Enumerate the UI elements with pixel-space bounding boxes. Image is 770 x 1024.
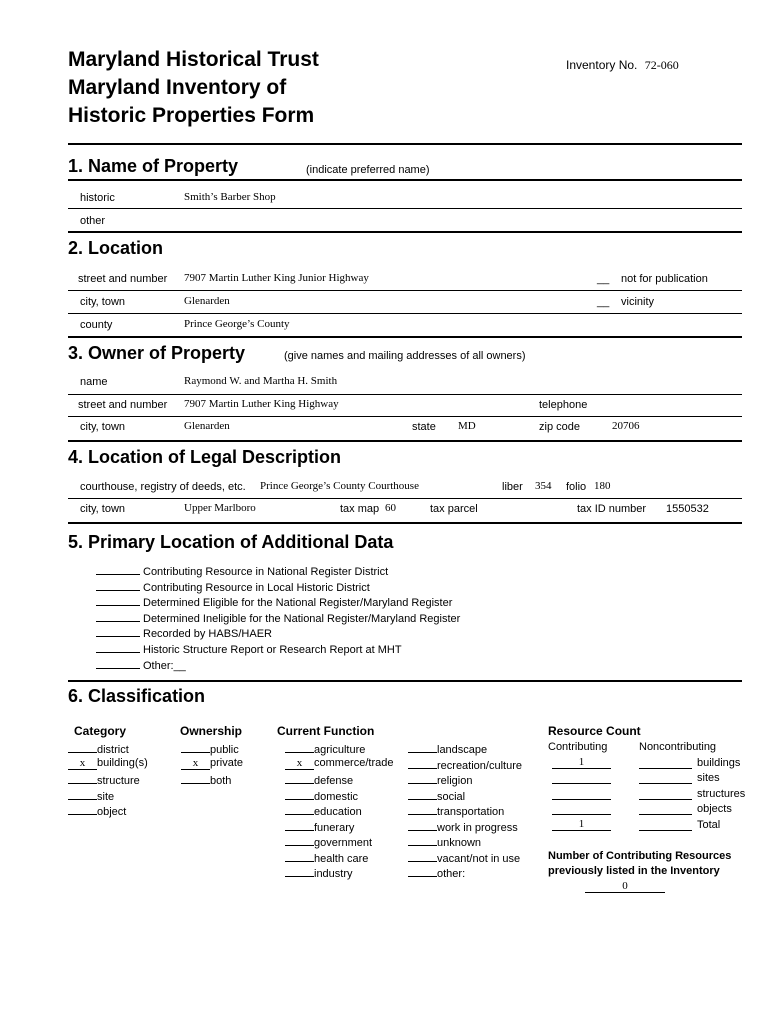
function-label: recreation/culture (437, 759, 522, 772)
category-mark[interactable] (68, 788, 97, 800)
function-label: unknown (437, 837, 482, 849)
function-item[interactable] (408, 772, 472, 787)
category-label: building(s) (97, 756, 148, 769)
function-label: religion (437, 775, 473, 787)
divider (68, 498, 742, 499)
taxmap-value: 60 (385, 502, 396, 514)
function-label: government (314, 837, 373, 849)
liber-label: liber (502, 481, 523, 493)
function-item[interactable] (285, 772, 353, 787)
section3-note: (give names and mailing addresses of all owners) (284, 350, 526, 362)
other-label: other (80, 215, 106, 227)
function-mark[interactable] (408, 757, 437, 769)
inventory-value: 72-060 (644, 58, 679, 72)
function-label: funerary (314, 821, 355, 834)
function-item[interactable] (285, 757, 393, 770)
inventory-number (566, 58, 679, 73)
function-mark[interactable] (408, 788, 437, 800)
function-label: industry (314, 868, 353, 880)
legal-city-label: city, town (80, 503, 126, 515)
noncontributing-count[interactable] (639, 757, 692, 769)
section3-top-rule (68, 336, 742, 338)
additional-data-label: Other:__ (143, 659, 186, 672)
divider (68, 313, 742, 314)
category-label: site (97, 790, 115, 803)
resource-type-label: objects (697, 803, 732, 815)
function-mark[interactable] (285, 865, 314, 877)
ownership-item[interactable] (181, 772, 231, 787)
divider (68, 208, 742, 209)
function-label: commerce/trade (314, 756, 394, 769)
function-label: work in progress (437, 821, 518, 834)
courthouse-label: courthouse, registry of deeds, etc. (80, 481, 246, 493)
ownership-label: private (210, 756, 244, 769)
county-label: county (80, 319, 113, 331)
additional-data-label: Recorded by HABS/HAER (143, 628, 272, 641)
function-mark[interactable] (285, 850, 314, 862)
zip-value: 20706 (612, 420, 640, 432)
divider (68, 416, 742, 417)
checkbox-blank[interactable] (96, 563, 140, 575)
owner-city-value: Glenarden (184, 420, 230, 432)
city-value: Glenarden (184, 295, 230, 307)
function-item[interactable] (408, 865, 465, 880)
category-mark[interactable] (68, 803, 97, 815)
previously-listed-value: 0 (585, 881, 665, 893)
historic-value: Smith’s Barber Shop (184, 191, 276, 203)
function-item[interactable] (285, 819, 354, 834)
additional-data-label: Historic Structure Report or Research Report at MHT (143, 644, 402, 656)
telephone-label: telephone (539, 399, 588, 411)
noncontributing-count[interactable] (639, 788, 692, 800)
historic-label: historic (80, 192, 115, 204)
function-mark[interactable] (285, 803, 314, 815)
form-title-line3: Historic Properties Form (68, 104, 315, 127)
category-item[interactable] (68, 772, 140, 787)
owner-street-label: street and number (78, 399, 168, 411)
additional-data-item[interactable] (96, 594, 452, 609)
function-item[interactable] (285, 850, 368, 865)
city-label: city, town (80, 296, 126, 308)
function-mark[interactable] (408, 865, 437, 877)
function-item[interactable] (408, 819, 518, 834)
function-mark[interactable] (408, 834, 437, 846)
checkbox-blank[interactable] (96, 579, 140, 591)
current-function-header: Current Function (277, 724, 375, 738)
resource-count-header: Resource Count (548, 724, 641, 738)
contributing-count[interactable] (552, 772, 611, 784)
additional-data-item[interactable] (96, 610, 460, 625)
section4-title: 4. Location of Legal Description (68, 447, 342, 467)
owner-street-value: 7907 Martin Luther King Highway (184, 398, 339, 410)
noncontributing-count[interactable] (639, 819, 692, 831)
resource-type-label: structures (697, 787, 746, 800)
section6-top-rule (68, 680, 742, 682)
additional-data-label: Contributing Resource in Local Historic District (143, 581, 370, 594)
ownership-header: Ownership (180, 724, 243, 738)
function-item[interactable] (285, 865, 353, 880)
section1-note: (indicate preferred name) (306, 164, 430, 176)
checkbox-blank[interactable] (96, 610, 140, 622)
checkbox-blank[interactable] (96, 625, 140, 637)
section5-top-rule (68, 522, 742, 524)
function-mark[interactable] (408, 803, 437, 815)
function-item[interactable] (408, 741, 487, 756)
category-label: structure (97, 775, 140, 787)
zip-label: zip code (539, 421, 580, 433)
category-label: object (97, 806, 127, 818)
section1-rule (68, 179, 742, 181)
checkbox-blank[interactable] (96, 641, 140, 653)
function-label: other: (437, 868, 466, 880)
state-label: state (412, 421, 436, 433)
function-item[interactable] (408, 757, 522, 772)
taxmap-label: tax map (340, 503, 380, 515)
contributing-count[interactable] (552, 803, 611, 815)
function-mark[interactable] (408, 772, 437, 784)
section2-top-rule (68, 231, 742, 233)
checkbox-blank[interactable] (96, 594, 140, 606)
function-mark[interactable] (285, 741, 314, 753)
not-for-publication-mark: __ (597, 273, 610, 285)
function-mark[interactable] (285, 834, 314, 846)
resource-type-label: Total (697, 818, 721, 831)
divider (68, 394, 742, 395)
ownership-label: public (210, 744, 239, 756)
additional-data-label: Determined Eligible for the National Register/Maryland Register (143, 597, 453, 610)
contributing-count[interactable] (552, 788, 611, 800)
ownership-item[interactable] (181, 757, 243, 770)
category-item[interactable] (68, 788, 114, 803)
category-label: district (97, 744, 129, 756)
function-item[interactable] (408, 788, 465, 803)
vicinity-label: vicinity (621, 296, 655, 308)
resource-type-label: sites (697, 772, 720, 784)
previously-listed-field[interactable] (585, 880, 665, 893)
function-label: social (437, 790, 466, 803)
contributing-count[interactable]: 1 (552, 819, 611, 831)
category-item[interactable] (68, 803, 126, 818)
form-title-line2: Maryland Inventory of (68, 76, 287, 99)
form-title-line1: Maryland Historical Trust (68, 48, 319, 71)
function-label: landscape (437, 744, 488, 756)
section6-title: 6. Classification (68, 686, 206, 706)
additional-data-label: Determined Ineligible for the National Register/Maryland Register (143, 612, 461, 625)
resource-type-label: buildings (697, 756, 741, 769)
checkbox-blank[interactable] (96, 657, 140, 669)
function-label: defense (314, 775, 354, 787)
function-item[interactable] (285, 834, 372, 849)
additional-data-item[interactable] (96, 641, 402, 656)
noncontributing-label: Noncontributing (639, 741, 717, 753)
noncontributing-count[interactable] (639, 803, 692, 815)
additional-data-item[interactable] (96, 657, 186, 672)
previously-listed-line2: previously listed in the Inventory (548, 865, 720, 877)
ownership-mark[interactable]: x (181, 758, 210, 770)
function-item[interactable] (408, 850, 520, 865)
category-mark[interactable] (68, 741, 97, 753)
not-for-publication-label: not for publication (621, 273, 708, 285)
function-item[interactable] (408, 834, 481, 849)
function-mark[interactable] (285, 788, 314, 800)
function-item[interactable] (408, 803, 504, 818)
liber-value: 354 (535, 480, 552, 492)
ownership-item[interactable] (181, 741, 239, 756)
section5-title: 5. Primary Location of Additional Data (68, 532, 394, 552)
legal-city-value: Upper Marlboro (184, 502, 256, 514)
contributing-label: Contributing (548, 741, 608, 753)
function-label: vacant/not in use (437, 852, 521, 865)
street-label: street and number (78, 273, 168, 285)
category-mark[interactable] (68, 772, 97, 784)
taxid-value: 1550532 (666, 503, 709, 515)
noncontributing-count[interactable] (639, 772, 692, 784)
function-label: domestic (314, 790, 359, 803)
owner-city-label: city, town (80, 421, 126, 433)
section4-top-rule (68, 440, 742, 442)
vicinity-mark: __ (597, 296, 610, 308)
additional-data-label: Contributing Resource in National Register District (143, 566, 389, 578)
function-label: transportation (437, 806, 505, 818)
divider (68, 290, 742, 291)
section2-title: 2. Location (68, 238, 164, 258)
additional-data-item[interactable] (96, 625, 272, 640)
function-item[interactable] (285, 803, 362, 818)
function-mark[interactable] (408, 850, 437, 862)
function-label: education (314, 806, 362, 818)
folio-value: 180 (594, 480, 611, 492)
contributing-count[interactable]: 1 (552, 757, 611, 769)
previously-listed-line1: Number of Contributing Resources (548, 850, 732, 862)
category-item[interactable] (68, 757, 148, 770)
ownership-label: both (210, 775, 232, 787)
courthouse-value: Prince George’s County Courthouse (260, 480, 419, 492)
header-rule (68, 143, 742, 145)
function-mark[interactable] (408, 741, 437, 753)
function-label: agriculture (314, 744, 366, 756)
function-mark[interactable] (285, 772, 314, 784)
section1-title: 1. Name of Property (68, 156, 239, 176)
owner-name-value: Raymond W. and Martha H. Smith (184, 375, 338, 387)
category-mark[interactable]: x (68, 758, 97, 770)
function-item[interactable] (285, 741, 365, 756)
state-value: MD (458, 420, 476, 432)
ownership-mark[interactable] (181, 772, 210, 784)
additional-data-item[interactable] (96, 579, 370, 594)
function-mark[interactable] (285, 819, 314, 831)
inventory-label: Inventory No. (566, 58, 638, 72)
folio-label: folio (566, 481, 587, 493)
section3-title: 3. Owner of Property (68, 343, 246, 363)
category-item[interactable] (68, 741, 129, 756)
ownership-mark[interactable] (181, 741, 210, 753)
function-item[interactable] (285, 788, 358, 803)
street-value: 7907 Martin Luther King Junior Highway (184, 272, 369, 284)
additional-data-item[interactable] (96, 563, 388, 578)
owner-name-label: name (80, 376, 108, 388)
county-value: Prince George’s County (184, 318, 290, 330)
taxparcel-label: tax parcel (430, 503, 478, 515)
category-header: Category (74, 724, 127, 738)
function-mark[interactable]: x (285, 758, 314, 770)
function-mark[interactable] (408, 819, 437, 831)
taxid-label: tax ID number (577, 503, 647, 515)
function-label: health care (314, 852, 369, 865)
